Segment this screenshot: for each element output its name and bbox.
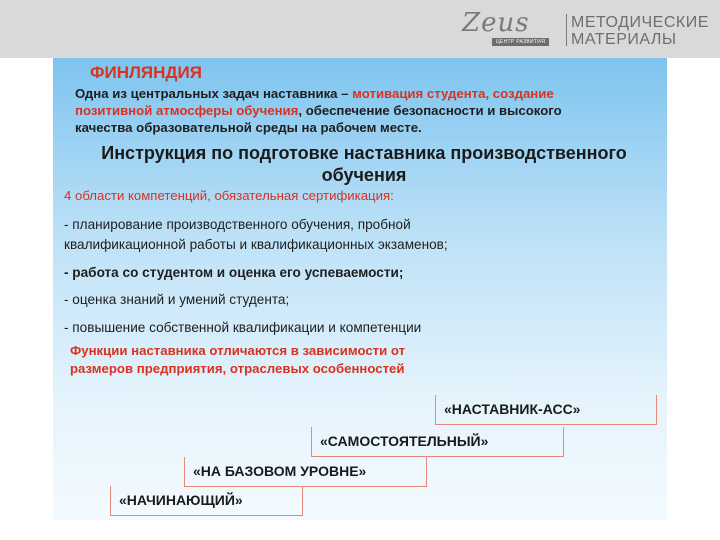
list-item: - планирование производственного обучения, пробной <box>64 217 411 232</box>
logo-script: Zeus <box>462 8 530 38</box>
list-item: - оценка знаний и умений студента; <box>64 292 290 307</box>
intro-plain: Одна из центральных задач наставника – <box>75 86 353 101</box>
brand-text <box>571 14 709 48</box>
level-step-4: «НАСТАВНИК-АСС» <box>435 395 657 425</box>
list-item: квалификационной работы и квалификационных экзаменов; <box>64 237 448 252</box>
heading-line-2: обучения <box>321 165 407 185</box>
instruction-heading <box>53 142 675 186</box>
brand-line-2: МАТЕРИАЛЫ <box>571 31 677 48</box>
header-bar <box>0 0 720 58</box>
competence-areas: 4 области компетенций, обязательная сертификация: <box>64 188 394 203</box>
level-step-2: «НА БАЗОВОМ УРОВНЕ» <box>184 457 427 487</box>
company-logo <box>462 8 562 52</box>
functions-line-1: Функции наставника отличаются в зависимости от <box>70 343 406 358</box>
list-item: - повышение собственной квалификации и компетенции <box>64 320 422 335</box>
logo-tag: ЦЕНТР РАЗВИТИЯ <box>492 38 549 46</box>
functions-line-2: размеров предприятия, отраслевых особенностей <box>70 361 405 376</box>
level-step-3: «САМОСТОЯТЕЛЬНЫЙ» <box>311 427 564 457</box>
intro-text <box>75 85 675 136</box>
intro-rest-1: , обеспечение безопасности и высокого <box>298 103 562 118</box>
intro-rest-2: качества образовательной среды на рабочем месте. <box>75 120 422 135</box>
brand-line-1: МЕТОДИЧЕСКИЕ <box>571 14 709 31</box>
list-item: - работа со студентом и оценка его успеваемости; <box>64 265 404 280</box>
level-step-1: «НАЧИНАЮЩИЙ» <box>110 486 303 516</box>
slide-title: ФИНЛЯНДИЯ <box>90 63 202 82</box>
functions-note <box>70 342 405 378</box>
logo-divider <box>566 14 567 46</box>
intro-highlight-1: мотивация студента, создание <box>352 86 554 101</box>
intro-highlight-2: позитивной атмосферы обучения <box>75 103 299 118</box>
heading-line-1: Инструкция по подготовке наставника производственного <box>101 143 627 163</box>
